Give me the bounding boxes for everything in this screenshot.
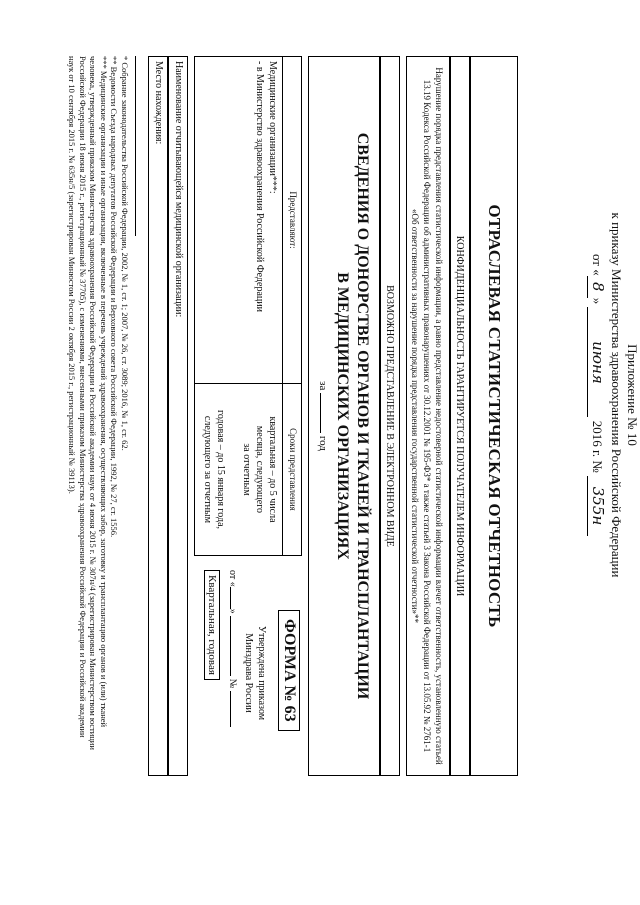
footnote-separator — [135, 56, 136, 236]
footnotes — [67, 56, 130, 856]
report-year-blank — [320, 393, 321, 433]
form-approval-date: от «» № — [227, 570, 238, 727]
organization-name-field: Наименование отчитывающейся медицинской организации: — [168, 56, 188, 776]
footnote-2: ** Ведомости Съезда народных депутатов Российской Федерации и Верховного совета Российской Федерации, 1992, № 27, ст. 1556. — [109, 56, 120, 538]
form-number: ФОРМА № 63 — [278, 610, 300, 731]
appendix-day: 8 — [587, 276, 608, 298]
appendix-number: Приложение № 10 — [625, 344, 640, 446]
appendix-date: от «8» июня 2016 г. № 355н — [587, 185, 608, 605]
report-category-title: ОТРАСЛЕВАЯ СТАТИСТИЧЕСКАЯ ОТЧЕТНОСТЬ — [470, 56, 518, 776]
table-col2-header: Сроки представления — [288, 428, 298, 511]
footnote-3: *** Медицинские организации и иные организации, включенные в перечень учреждений здравоохранения, осуществляющих забор, заготовку и трансплантацию органов и (или) тканей человека, утвержденный приказом Министерства здравоохранения Российской Федерации и Российской академии наук от 4 июня 2015 г. № 307н/4 (зарегистрирован Министерством юстиции Российской Федерации 18 июня 2015 г., регистрационный № 37705), с изменениями, внесенными приказом Министерства здравоохранения Российской Федерации и Российской академии наук от 10 сентября 2015 г. № 635н/5 (зарегистрирован Минюстом России 2 октября 2015 г., регистрационный № 39113). — [67, 56, 109, 750]
table-col1-header: Представляют: — [288, 191, 298, 249]
table-term-annual: годовая – до 15 января года, следующего за отчетным — [202, 409, 226, 530]
appendix-header — [587, 185, 640, 605]
form-periodicity: Квартальная, годовая — [204, 570, 220, 680]
form-approval: Утверждена приказом Минздрава России — [243, 625, 267, 721]
report-title-box — [308, 56, 380, 776]
appendix-order: к приказу Министерства здравоохранения Российской Федерации — [609, 212, 624, 578]
liability-warning: Нарушение порядка представления статистической информации, а равно представление недостоверной статистической информации влечет ответственность, установленную статьей 13.19 Кодекса Российской Федерации об административных правонарушениях от 30.12.2001 № 195-ФЗ* а также статьей 3 Закона Российской Федерации от 13.05.92 № 2761-1 «Об ответственности за нарушение порядка представления государственной статистической отчетности»** — [406, 56, 450, 776]
table-header-divider — [282, 57, 283, 555]
report-title-line1: СВЕДЕНИЯ О ДОНОРСТВЕ ОРГАНОВ И ТКАНЕЙ И ТРАНСПЛАНТАЦИИ — [354, 132, 371, 700]
report-title-line2: В МЕДИЦИНСКИХ ОРГАНИЗАЦИЯХ — [334, 272, 351, 560]
table-term-quarterly: квартальная – до 5 числа месяца, следующего за отчетным — [241, 416, 278, 523]
organization-location-field: Место нахождения: — [148, 56, 168, 776]
confidentiality-notice: КОНФИДЕНЦИАЛЬНОСТЬ ГАРАНТИРУЕТСЯ ПОЛУЧАТЕЛЕМ ИНФОРМАЦИИ — [450, 56, 470, 776]
electronic-submission-notice: ВОЗМОЖНО ПРЕДСТАВЛЕНИЕ В ЭЛЕКТРОННОМ ВИДЕ — [380, 56, 400, 776]
table-submitters: Медицинские организации***: - в Министерство здравоохранения Российской Федерации — [254, 61, 278, 312]
form-number-block — [196, 570, 300, 776]
submission-table — [194, 56, 302, 556]
report-period: за год — [317, 381, 329, 451]
footnote-1: * Собрание законодательства Российской Федерации, 2002, № 1, ст. 1; 2007, № 26, ст. 3089; 2016, № 1, ст. 62. — [120, 56, 130, 451]
appendix-order-number: 355н — [587, 476, 608, 536]
appendix-month: июня — [587, 307, 608, 417]
